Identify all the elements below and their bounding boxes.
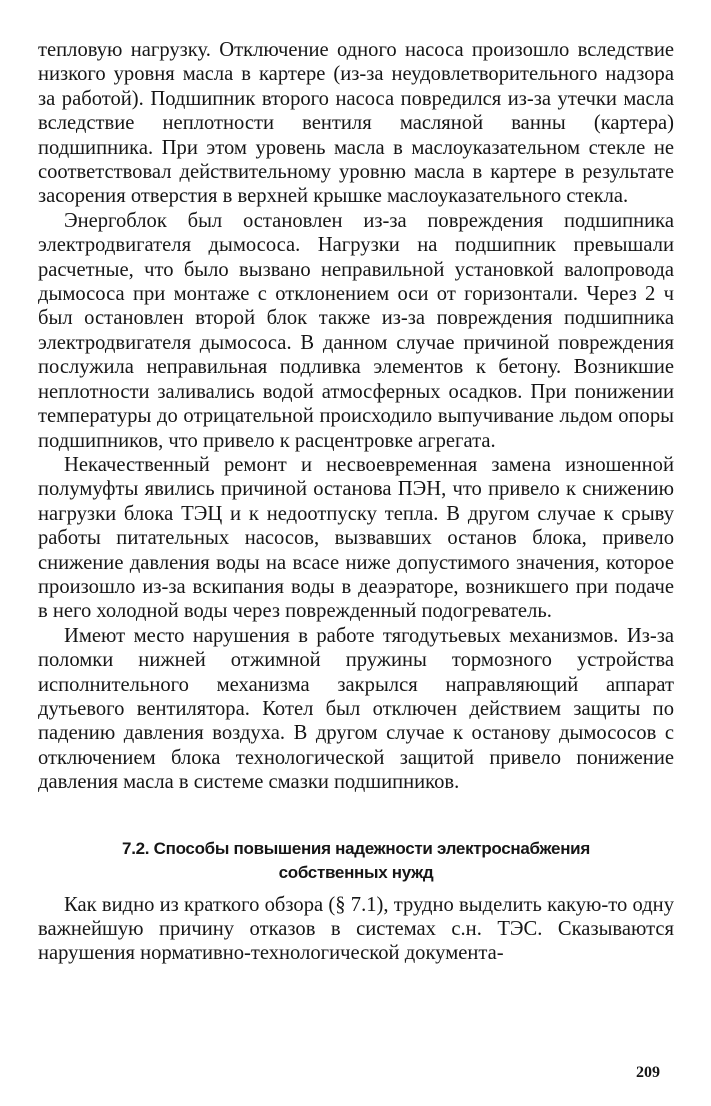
paragraph-2: Энергоблок был остановлен из-за повреждения подшипника электродвигателя дымососа. Нагрузки на подшипник превышали расчетные, что было вызвано неправильной установкой валопровода дымососа при монтаже с отклонением оси от горизонтали. Через 2 ч был остановлен второй блок также из-за повреждения подшипника электродвигателя дымососа. В данном случае причиной повреждения послужила неправильная подливка элементов к бетону. Возникшие неплотности заливались водой атмосферных осадков. При понижении температуры до отрицательной происходило выпучивание льдом опоры подшипников, что привело к расцентровке агрегата. — [38, 209, 674, 452]
paragraph-4: Имеют место нарушения в работе тягодутьевых механизмов. Из-за поломки нижней отжимной пружины тормозного устройства исполнительного механизма закрылся направляющий аппарат дутьевого вентилятора. Котел был отключен действием защиты по падению давления воздуха. В другом случае к останову дымососов с отключением блока технологической защитой привело понижение давления масла в системе смазки подшипников. — [38, 624, 674, 794]
paragraph-1: тепловую нагрузку. Отключение одного насоса произошло вследствие низкого уровня масла в картере (из-за неудовлетворительного надзора за работой). Подшипник второго насоса повредился из-за утечки масла вследствие неплотности вентиля масляной ванны (картера) подшипника. При этом уровень масла в маслоуказательном стекле не соответствовал действительному уровню масла в картере в результате засорения отверстия в верхней крышке маслоуказательного стекла. — [38, 39, 674, 208]
paragraph-3: Некачественный ремонт и несвоевременная замена изношенной полумуфты явились причиной останова ПЭН, что привело к снижению нагрузки блока ТЭЦ и к недоотпуску тепла. В другом случае к срыву работы питательных насосов, вызвавших останов блока, привело снижение давления воды на всасе ниже допустимого значения, которое произошло из-за вскипания воды в деаэраторе, возникшего при подаче в него холодной воды через поврежденный подогреватель. — [38, 453, 674, 623]
section-heading-line-1: 7.2. Способы повышения надежности электроснабжения — [122, 838, 590, 858]
page-number: 209 — [636, 1064, 660, 1081]
page-body — [38, 38, 674, 966]
section-heading — [38, 837, 674, 885]
section-heading-line-2: собственных нужд — [278, 862, 434, 882]
paragraph-5: Как видно из краткого обзора (§ 7.1), трудно выделить какую-то одну важнейшую причину отказов в системах с.н. ТЭС. Сказываются нарушения нормативно-технологической документа- — [38, 893, 674, 965]
